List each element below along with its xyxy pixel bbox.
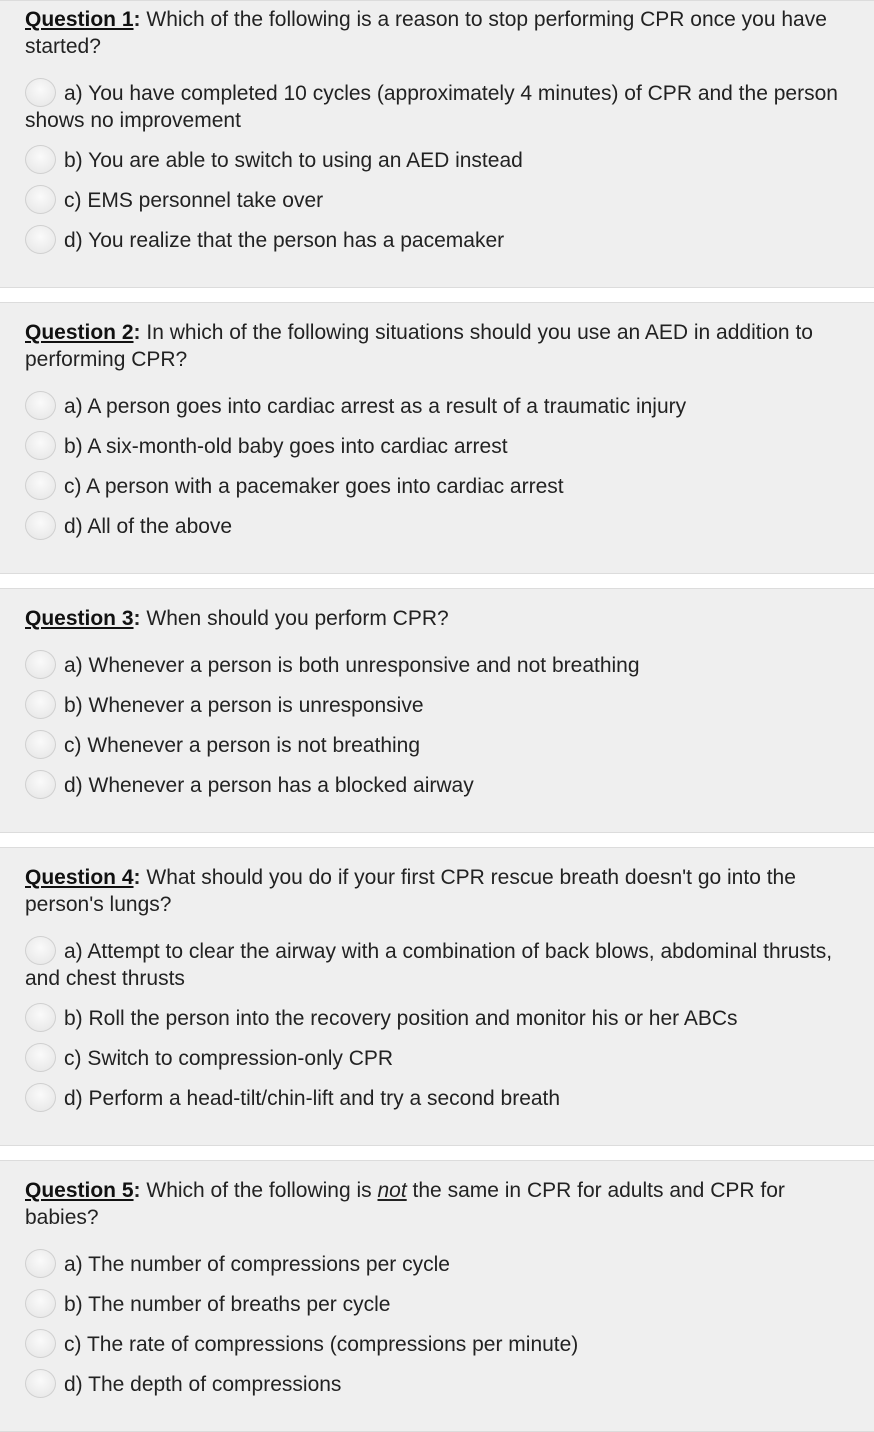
question-card-1	[0, 0, 874, 288]
option-label: d) The depth of compressions	[64, 1373, 342, 1396]
radio-button[interactable]	[25, 431, 56, 460]
question-prompt: Question 4: What should you do if your first CPR rescue breath doesn't go into the person's lungs?	[25, 866, 796, 916]
radio-button[interactable]	[25, 145, 56, 174]
radio-button[interactable]	[25, 1083, 56, 1112]
radio-button[interactable]	[25, 391, 56, 420]
radio-button[interactable]	[25, 1369, 56, 1398]
question-text: What should you do if your first CPR rescue breath doesn't go into the person's lungs?	[25, 866, 796, 916]
answer-option[interactable]	[25, 1331, 854, 1358]
answer-option[interactable]	[25, 1251, 854, 1278]
question-card-3	[0, 588, 874, 833]
radio-button[interactable]	[25, 1329, 56, 1358]
answer-option[interactable]	[25, 1085, 854, 1112]
question-text: Which of the following is a reason to stop performing CPR once you have started?	[25, 8, 827, 58]
question-card-2	[0, 302, 874, 574]
radio-button[interactable]	[25, 730, 56, 759]
answer-option[interactable]	[25, 772, 854, 799]
question-label: Question 4	[25, 866, 134, 889]
question-card-4	[0, 847, 874, 1146]
answer-option[interactable]	[25, 473, 854, 500]
radio-button[interactable]	[25, 1003, 56, 1032]
radio-button[interactable]	[25, 185, 56, 214]
answer-option[interactable]	[25, 938, 854, 992]
answer-option[interactable]	[25, 652, 854, 679]
answer-option[interactable]	[25, 187, 854, 214]
option-label: a) The number of compressions per cycle	[64, 1253, 450, 1276]
question-label: Question 3	[25, 607, 134, 630]
option-label: d) You realize that the person has a pacemaker	[64, 229, 505, 252]
radio-button[interactable]	[25, 1249, 56, 1278]
option-label: a) Attempt to clear the airway with a combination of back blows, abdominal thrusts, and chest thrusts	[25, 940, 833, 990]
option-label: b) A six-month-old baby goes into cardiac arrest	[64, 435, 508, 458]
option-label: b) You are able to switch to using an AED instead	[64, 149, 523, 172]
question-prompt: Question 5: Which of the following is not the same in CPR for adults and CPR for babies?	[25, 1179, 785, 1229]
answer-option[interactable]	[25, 393, 854, 420]
question-text: When should you perform CPR?	[146, 607, 449, 630]
option-label: b) Roll the person into the recovery position and monitor his or her ABCs	[64, 1007, 738, 1030]
option-label: c) Whenever a person is not breathing	[64, 734, 421, 757]
option-label: d) Perform a head-tilt/chin-lift and try a second breath	[64, 1087, 561, 1110]
question-prompt: Question 1: Which of the following is a reason to stop performing CPR once you have started?	[25, 8, 827, 58]
question-prompt: Question 2: In which of the following situations should you use an AED in addition to performing CPR?	[25, 321, 813, 371]
option-label: c) Switch to compression-only CPR	[64, 1047, 394, 1070]
radio-button[interactable]	[25, 1289, 56, 1318]
question-label: Question 2	[25, 321, 134, 344]
option-label: c) EMS personnel take over	[64, 189, 324, 212]
question-text: Which of the following is	[146, 1179, 372, 1202]
question-text: In which of the following situations should you use an AED in addition to performing CPR?	[25, 321, 813, 371]
radio-button[interactable]	[25, 650, 56, 679]
answer-option[interactable]	[25, 1045, 854, 1072]
option-label: d) Whenever a person has a blocked airway	[64, 774, 474, 797]
option-label: b) Whenever a person is unresponsive	[64, 694, 424, 717]
question-label: Question 5	[25, 1179, 134, 1202]
answer-option[interactable]	[25, 732, 854, 759]
radio-button[interactable]	[25, 690, 56, 719]
option-label: a) Whenever a person is both unresponsive and not breathing	[64, 654, 640, 677]
radio-button[interactable]	[25, 225, 56, 254]
answer-option[interactable]	[25, 692, 854, 719]
radio-button[interactable]	[25, 471, 56, 500]
radio-button[interactable]	[25, 936, 56, 965]
question-emphasis: not	[377, 1179, 407, 1202]
answer-option[interactable]	[25, 513, 854, 540]
answer-option[interactable]	[25, 1005, 854, 1032]
radio-button[interactable]	[25, 78, 56, 107]
radio-button[interactable]	[25, 511, 56, 540]
question-prompt: Question 3: When should you perform CPR?	[25, 607, 449, 630]
question-card-5	[0, 1160, 874, 1432]
question-label: Question 1	[25, 8, 134, 31]
option-label: d) All of the above	[64, 515, 233, 538]
answer-option[interactable]	[25, 1371, 854, 1398]
radio-button[interactable]	[25, 770, 56, 799]
answer-option[interactable]	[25, 1291, 854, 1318]
answer-option[interactable]	[25, 80, 854, 134]
question-text: the same in CPR for adults and CPR for babies?	[25, 1179, 785, 1229]
option-label: c) The rate of compressions (compressions per minute)	[64, 1333, 579, 1356]
option-label: a) A person goes into cardiac arrest as a result of a traumatic injury	[64, 395, 687, 418]
option-label: c) A person with a pacemaker goes into cardiac arrest	[64, 475, 564, 498]
answer-option[interactable]	[25, 433, 854, 460]
option-label: a) You have completed 10 cycles (approximately 4 minutes) of CPR and the person shows no improvement	[25, 82, 838, 132]
answer-option[interactable]	[25, 147, 854, 174]
option-label: b) The number of breaths per cycle	[64, 1293, 391, 1316]
radio-button[interactable]	[25, 1043, 56, 1072]
answer-option[interactable]	[25, 227, 854, 254]
